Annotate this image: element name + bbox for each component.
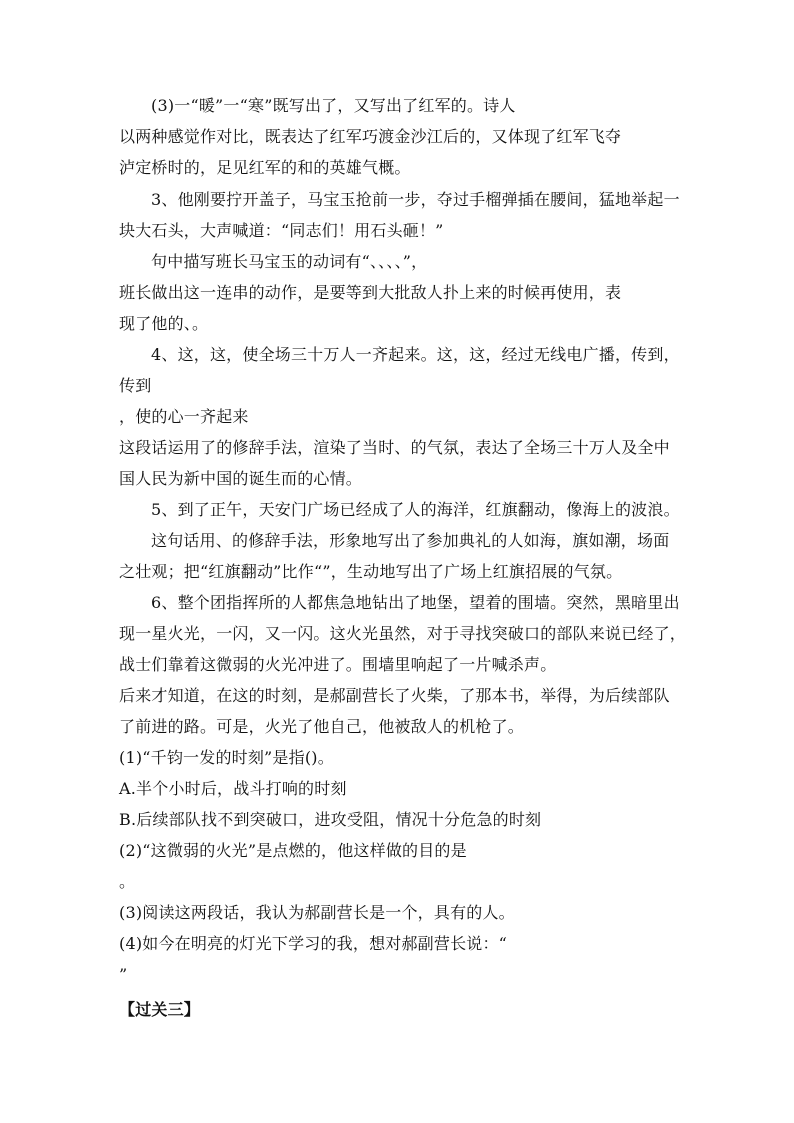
- question-6-line: 6、整个团指挥所的人都焦急地钻出了地堡，望着的围墙。突然，黑暗里出: [151, 593, 680, 612]
- paragraph-line: 块大石头，大声喊道：“同志们！用石头砸！”: [119, 221, 444, 240]
- sub-question-4: (4)如今在明亮的灯光下学习的我，想对郝副营长说：“: [119, 934, 508, 953]
- question-5-line: 5、到了正午，天安门广场已经成了人的海洋，红旗翻动，像海上的波浪。: [151, 500, 680, 519]
- paragraph-line: ，使的心一齐起来: [119, 407, 249, 426]
- question-3-line: 3、他刚要拧开盖子，马宝玉抢前一步，夺过手榴弹插在腰间，猛地举起一: [151, 190, 680, 209]
- option-b: B.后续部队找不到突破口，进攻受阻，情况十分危急的时刻: [119, 810, 542, 829]
- section-heading: 【过关三】: [119, 1000, 201, 1019]
- paragraph-line: 这段话运用了的修辞手法，渲染了当时、的气氛，表达了全场三十万人及全中: [119, 438, 670, 457]
- paragraph-line: 班长做出这一连串的动作，是要等到大批敌人扑上来的时候再使用，表: [119, 283, 622, 302]
- paragraph-line: 了前进的路。可是，火光了他自己，他被敌人的机枪了。: [119, 717, 525, 736]
- paragraph-line: 传到: [119, 376, 152, 395]
- closing-quote: ”: [119, 965, 128, 984]
- answer-period: 。: [119, 872, 136, 891]
- paragraph-line: 后来才知道，在这的时刻，是郝副营长了火柴，了那本书，举得，为后续部队: [119, 686, 670, 705]
- option-a: A.半个小时后，战斗打响的时刻: [119, 779, 347, 798]
- paragraph-line: 这句话用、的修辞手法，形象地写出了参加典礼的人如海，旗如潮，场面: [151, 531, 670, 550]
- paragraph-line: 泸定桥时的，足见红军的和的英雄气概。: [119, 158, 411, 177]
- paragraph-line: (3)一“暖”一“寒”既写出了，又写出了红军的。诗人: [151, 96, 516, 115]
- sub-question-3: (3)阅读这两段话，我认为郝副营长是一个，具有的人。: [119, 903, 515, 922]
- sub-question-2: (2)“这微弱的火光”是点燃的，他这样做的目的是: [119, 841, 467, 860]
- question-4-line: 4、这，这，使全场三十万人一齐起来。这，这，经过无线电广播，传到，: [151, 345, 680, 364]
- paragraph-line: 句中描写班长马宝玉的动词有“、、、、”，: [151, 252, 428, 271]
- paragraph-line: 现了他的、。: [119, 314, 209, 333]
- paragraph-line: 之壮观；把“红旗翻动”比作“”，生动地写出了广场上红旗招展的气氛。: [119, 562, 623, 581]
- paragraph-line: 国人民为新中国的诞生而的心情。: [119, 469, 363, 488]
- sub-question-1: (1)“千钧一发的时刻”是指()。: [119, 748, 334, 767]
- paragraph-line: 现一星火光，一闪，又一闪。这火光虽然，对于寻找突破口的部队来说已经了，: [119, 624, 687, 643]
- paragraph-line: 以两种感觉作对比，既表达了红军巧渡金沙江后的，又体现了红军飞夺: [119, 127, 622, 146]
- paragraph-line: 战士们靠着这微弱的火光冲进了。围墙里响起了一片喊杀声。: [119, 655, 557, 674]
